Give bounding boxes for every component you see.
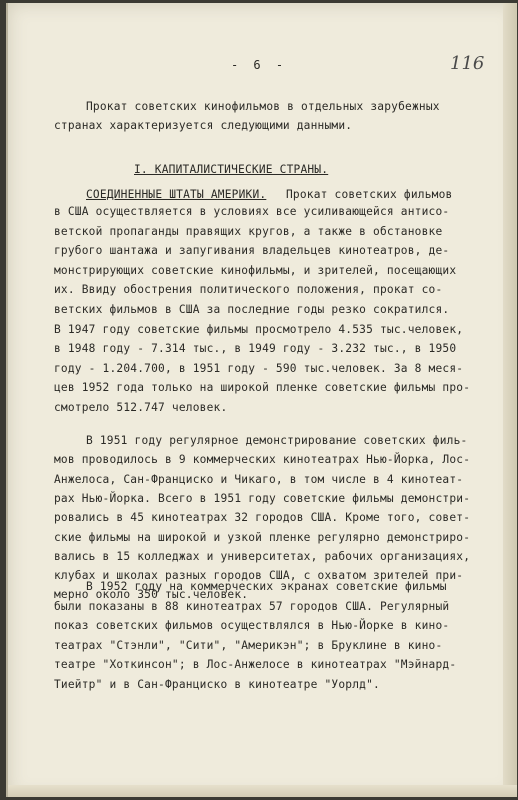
paragraph1-line: монстрирующих советские кинофильмы, и зрителей, посещающих bbox=[54, 263, 457, 277]
intro-line-1: Прокат советских кинофильмов в отдельных зарубежных bbox=[86, 100, 440, 113]
paragraph2-line: В 1951 году регулярное демонстрирование советских филь- bbox=[86, 434, 468, 447]
paragraph1-line: ветских фильмов в США за последние годы резко сократился. bbox=[54, 303, 450, 316]
paragraph3-line: театрах "Стэнли", "Сити", "Америкэн"; в Бруклине в кино- bbox=[54, 638, 443, 652]
paragraph3-line: показ советских фильмов осуществлялся в Нью-Йорке в кино- bbox=[54, 619, 450, 632]
handwritten-folio: 116 bbox=[450, 53, 485, 74]
paragraph1-line: ветской пропаганды правящих кругов, а также в обстановке bbox=[54, 224, 443, 238]
paragraph2-line: Анжелоса, Сан-Франциско и Чикаго, в том числе в 4 кинотеат- bbox=[54, 472, 464, 486]
paragraph3-line: были показаны в 88 кинотеатрах 57 городов США. Регулярный bbox=[54, 599, 450, 613]
subsection-heading: СОЕДИНЕННЫЕ ШТАТЫ АМЕРИКИ. bbox=[86, 188, 267, 201]
page-edge-right bbox=[503, 3, 517, 797]
paragraph2-line: клубах и школах разных городов США, с охватом зрителей при- bbox=[54, 569, 464, 583]
paragraph3-line: В 1952 году на коммерческих экранах советские фильмы bbox=[86, 580, 447, 593]
paragraph1-line: смотрело 512.747 человек. bbox=[54, 401, 228, 414]
page-number: - 6 - bbox=[230, 58, 288, 72]
paragraph1-line: их. Ввиду обострения политического положения, прокат со- bbox=[54, 283, 443, 297]
paragraph1-line: В 1947 году советские фильмы просмотрело 4.535 тыс.человек, bbox=[54, 322, 464, 336]
paragraph2-line: ские фильмы на широкой и узкой пленке регулярно демонстриро- bbox=[54, 530, 471, 544]
paragraph2-line: вались в 15 колледжах и университетах, рабочих организациях, bbox=[54, 549, 471, 563]
paragraph3-line: театре "Хоткинсон"; в Лос-Анжелосе в кинотеатрах "Мэйнард- bbox=[54, 658, 457, 671]
paragraph1-line: грубого шантажа и запугивания владельцев кинотеатров, де- bbox=[54, 244, 450, 258]
intro-line-2: странах характеризуется следующими данными. bbox=[54, 119, 353, 132]
paragraph1-line: в США осуществляется в условиях все усиливающейся антисо- bbox=[54, 205, 450, 218]
paragraph3-line: Тиейтр" и в Сан-Франциско в кинотеатре "Уорлд". bbox=[54, 677, 380, 691]
paragraph1-line: в 1948 году - 7.314 тыс., в 1949 году - 3.232 тыс., в 1950 bbox=[54, 342, 457, 356]
paragraph1-line: цев 1952 года только на широкой пленке советские фильмы про- bbox=[54, 381, 471, 395]
page-edge-bottom bbox=[8, 785, 517, 797]
paragraph1-line: году - 1.204.700, в 1951 году - 590 тыс.человек. За 8 меся- bbox=[54, 361, 464, 375]
paragraph2-line: рах Нью-Йорка. Всего в 1951 году советские фильмы демонстри- bbox=[54, 491, 471, 505]
paragraph1-line-0: Прокат советских фильмов bbox=[286, 188, 453, 201]
paragraph2-line: мов проводилось в 9 коммерческих кинотеатрах Нью-Йорка, Лос- bbox=[54, 453, 471, 467]
section-heading: I. КАПИТАЛИСТИЧЕСКИЕ СТРАНЫ. bbox=[134, 163, 329, 176]
paragraph2-line: мерно около 350 тыс.человек. bbox=[54, 588, 249, 602]
paragraph2-line: ровались в 45 кинотеатрах 32 городов США. Кроме того, совет- bbox=[54, 511, 471, 525]
